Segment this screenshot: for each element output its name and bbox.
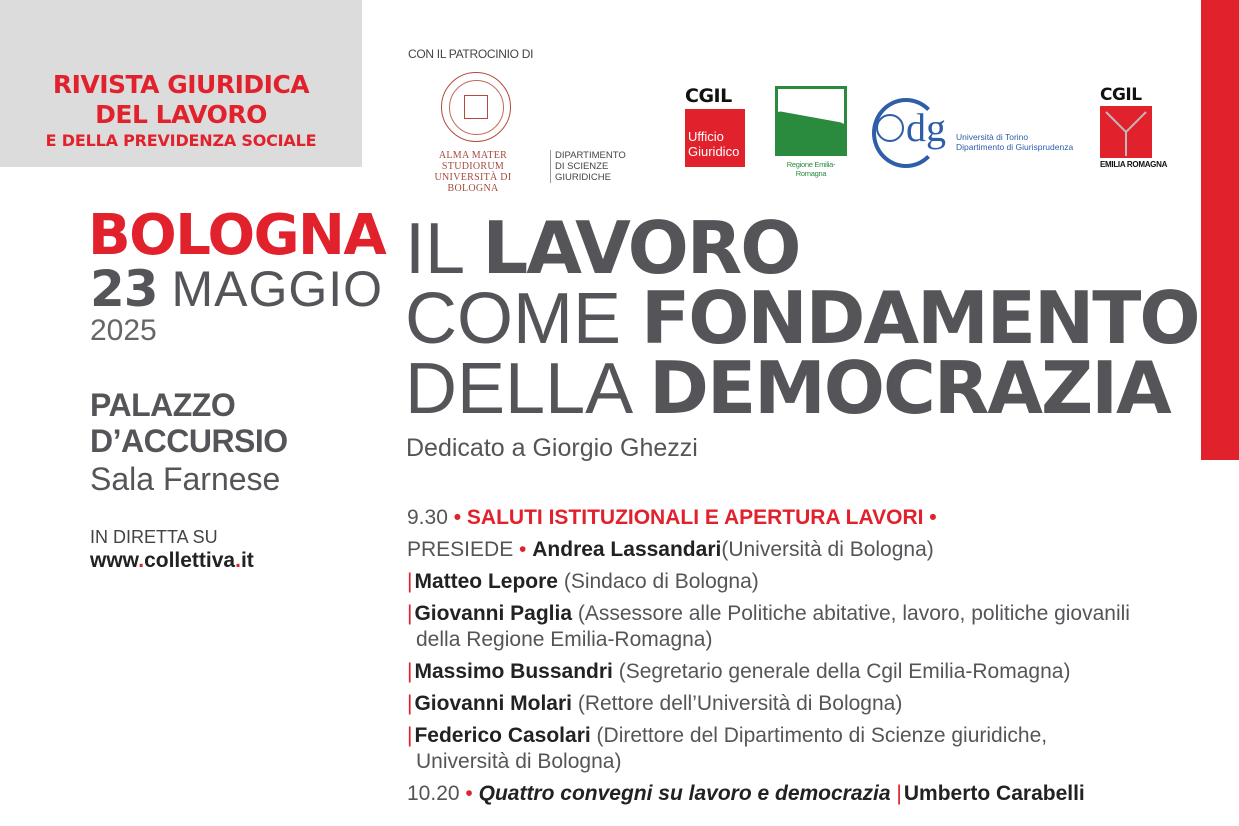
cgil-ufficio-box: Ufficio Giuridico (685, 109, 745, 167)
patronage-label: CON IL PATROCINIO DI (408, 47, 534, 61)
emilia-romagna-caption: Regione Emilia-Romagna (786, 160, 836, 178)
speaker-name: Federico Casolari (414, 724, 591, 747)
unibo-logo (408, 72, 658, 194)
venue-line-2: D’ACCURSIO (90, 423, 288, 459)
speaker-affiliation-cont: della Regione Emilia-Romagna) (416, 628, 713, 651)
speaker-row: |Giovanni Paglia (Assessore alle Politiche abitative, lavoro, politiche giovanili della Regione Emilia-Romagna) (407, 601, 1187, 653)
speaker-affiliation: (Sindaco di Bologna) (563, 570, 759, 593)
chair-label: PRESIEDE (407, 538, 514, 561)
speaker-name: Giovanni Paglia (414, 602, 573, 625)
unito-text: Università di Torino Dipartimento di Giurisprudenza (956, 132, 1074, 152)
live-stream-link[interactable]: www.collettiva.it (90, 549, 254, 572)
speaker-affiliation: (Direttore del Dipartimento di Scienze giuridiche, (596, 724, 1048, 747)
dedication: Dedicato a Giorgio Ghezzi (406, 434, 698, 462)
unito-giurisprudenza-logo (872, 98, 1092, 172)
unibo-department: DIPARTIMENTO DI SCIENZE GIURIDICHE (550, 150, 658, 183)
title-line-1: IL LAVORO (405, 206, 800, 290)
cgil-er-emblem-icon (1100, 106, 1152, 158)
journal-title-line-3: E DELLA PREVIDENZA SOCIALE (45, 131, 317, 150)
chair-separator: • (519, 538, 527, 561)
title-line-2: COME FONDAMENTO (405, 276, 1199, 360)
live-stream-label: IN DIRETTA SU (90, 527, 218, 547)
session-time: 10.20 (407, 782, 460, 805)
speaker-row: |Matteo Lepore (Sindaco di Bologna) (407, 570, 759, 593)
session-separator: • (465, 782, 473, 805)
event-date (90, 262, 383, 316)
event-day: 23 (90, 260, 158, 318)
unibo-seal-icon (441, 72, 511, 142)
chair-affiliation: (Università di Bologna) (721, 538, 934, 561)
speaker-affiliation: (Segretario generale della Cgil Emilia-Romagna) (618, 660, 1071, 683)
speaker-row: |Giovanni Molari (Rettore dell’Università di Bologna) (407, 692, 903, 715)
venue-line-1: PALAZZO (90, 387, 236, 423)
cgil-emilia-romagna-logo (1100, 85, 1168, 170)
cgil-wordmark: CGIL (685, 85, 732, 107)
journal-title-line-2: DEL LAVORO (95, 100, 267, 129)
speaker-name: Massimo Bussandri (414, 660, 613, 683)
emilia-romagna-emblem-icon (775, 86, 847, 156)
speaker-affiliation: (Assessore alle Politiche abitative, lavoro, politiche giovanili (577, 602, 1130, 625)
speaker-affiliation-cont: Università di Bologna) (416, 750, 622, 773)
speaker-affiliation: (Rettore dell’Università di Bologna) (577, 692, 903, 715)
speaker-row: |Massimo Bussandri (Segretario generale della Cgil Emilia-Romagna) (407, 660, 1071, 683)
chair-row (407, 537, 1187, 563)
speaker-name: Giovanni Molari (414, 692, 572, 715)
opening-title: • SALUTI ISTITUZIONALI E APERTURA LAVORI • (453, 506, 937, 529)
event-month: MAGGIO (171, 261, 384, 317)
cgil-er-caption: EMILIA ROMAGNA (1100, 160, 1168, 169)
cgil-ufficio-giuridico-logo (685, 86, 745, 168)
venue-room: Sala Farnese (90, 461, 281, 497)
dg-mark: dg (906, 105, 946, 150)
decorative-red-strip (1201, 0, 1239, 460)
opening-row (407, 505, 1187, 531)
regione-emilia-romagna-logo (775, 86, 847, 178)
unibo-name: ALMA MATER STUDIORUM UNIVERSITÀ DI BOLOGNA (434, 150, 512, 194)
chair-name: Andrea Lassandari (532, 538, 722, 561)
journal-logo (0, 70, 362, 152)
speaker-name: Matteo Lepore (414, 570, 558, 593)
session-bar: | (896, 782, 902, 805)
program-list (407, 505, 1187, 813)
title-line-3: DELLA DEMOCRAZIA (405, 346, 1170, 430)
unito-seal-icon (876, 114, 904, 142)
speaker-row: |Federico Casolari (Direttore del Dipartimento di Scienze giuridiche, Università di Bologna) (407, 723, 1187, 775)
journal-title-line-1: RIVISTA GIURIDICA (52, 70, 310, 99)
cgil-er-wordmark: CGIL (1100, 85, 1142, 105)
event-year: 2025 (90, 314, 157, 347)
session-title: Quattro convegni su lavoro e democrazia (478, 782, 891, 805)
session-row (407, 781, 1187, 807)
event-city: BOLOGNA (88, 203, 386, 268)
session-speaker: Umberto Carabelli (903, 782, 1085, 805)
opening-time: 9.30 (407, 506, 448, 529)
